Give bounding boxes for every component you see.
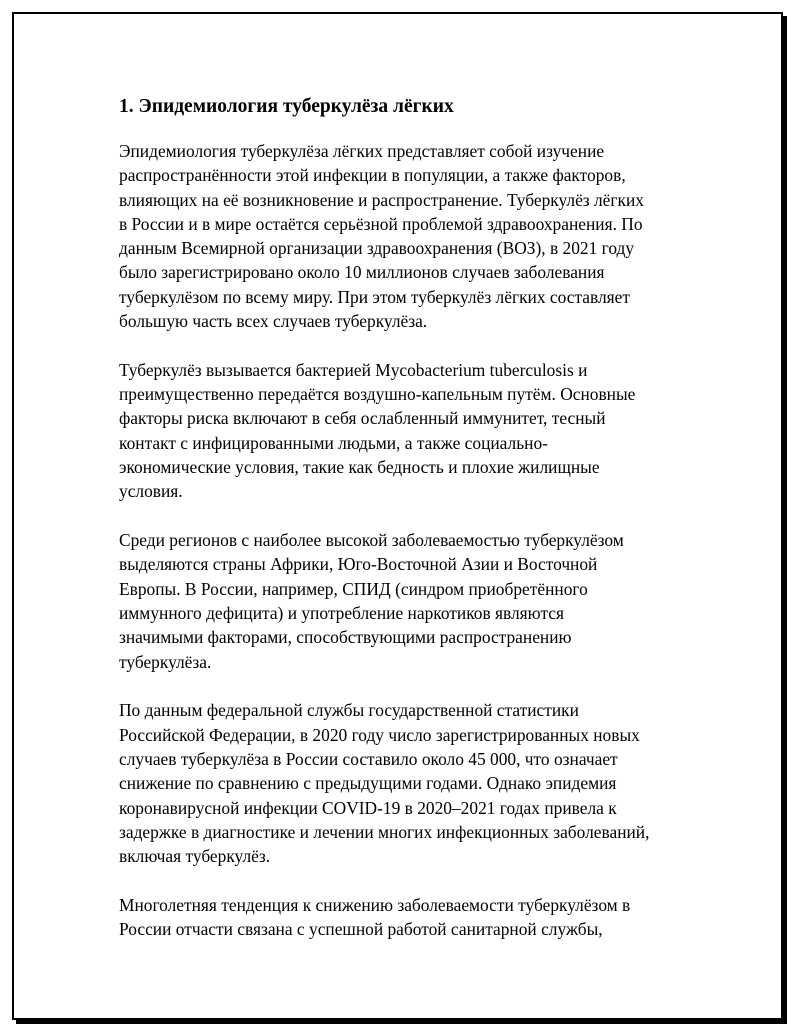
- text-line: По данным федеральной службы государственной статистики: [119, 700, 579, 721]
- paragraph-3: [119, 528, 719, 674]
- text-line: Среди регионов с наиболее высокой заболеваемостью туберкулёзом: [119, 530, 624, 551]
- text-line: большую часть всех случаев туберкулёза.: [119, 311, 428, 332]
- text-line: в России и в мире остаётся серьёзной проблемой здравоохранения. По: [119, 213, 643, 234]
- document-content: [119, 94, 719, 966]
- text-line: факторы риска включают в себя ослабленный иммунитет, тесный: [119, 408, 606, 429]
- text-line: включая туберкулёз.: [119, 846, 271, 867]
- text-line: коронавирусной инфекции COVID-19 в 2020–2021 годах привела к: [119, 797, 617, 818]
- text-line: экономические условия, такие как бедность и плохие жилищные: [119, 457, 600, 478]
- text-line: иммунного дефицита) и употребление наркотиков являются: [119, 603, 564, 624]
- document-page: [12, 12, 783, 1020]
- text-line: Европы. В России, например, СПИД (синдром приобретённого: [119, 578, 588, 599]
- paragraph-4: [119, 698, 719, 868]
- text-line: выделяются страны Африки, Юго-Восточной Азии и Восточной: [119, 554, 598, 575]
- text-line: данным Всемирной организации здравоохранения (ВОЗ), в 2021 году: [119, 238, 635, 259]
- text-line: условия.: [119, 481, 183, 502]
- text-line: Российской Федерации, в 2020 году число зарегистрированных новых: [119, 724, 640, 745]
- text-line: случаев туберкулёза в России составило около 45 000, что означает: [119, 749, 618, 770]
- paragraph-2: [119, 358, 719, 504]
- text-line: туберкулёза.: [119, 651, 212, 672]
- paragraph-5: [119, 893, 719, 942]
- text-line: было зарегистрировано около 10 миллионов случаев заболевания: [119, 262, 605, 283]
- text-line: значимыми факторами, способствующими распространению: [119, 627, 572, 648]
- text-line: контакт с инфицированными людьми, а также социально-: [119, 432, 548, 453]
- text-line: России отчасти связана с успешной работой санитарной службы,: [119, 919, 603, 940]
- text-line: Многолетняя тенденция к снижению заболеваемости туберкулёзом в: [119, 895, 631, 916]
- text-line: Туберкулёз вызывается бактерией Mycobacterium tuberculosis и: [119, 359, 588, 380]
- text-line: распространённости этой инфекции в популяции, а также факторов,: [119, 165, 626, 186]
- section-heading: 1. Эпидемиология туберкулёза лёгких: [119, 96, 454, 117]
- text-line: Эпидемиология туберкулёза лёгких представляет собой изучение: [119, 141, 605, 161]
- text-line: снижение по сравнению с предыдущими годами. Однако эпидемия: [119, 773, 617, 794]
- paragraph-1: [119, 139, 719, 333]
- text-line: туберкулёзом по всему миру. При этом туберкулёз лёгких составляет: [119, 286, 630, 307]
- text-line: преимущественно передаётся воздушно-капельным путём. Основные: [119, 384, 636, 405]
- text-line: задержке в диагностике и лечении многих инфекционных заболеваний,: [119, 821, 650, 842]
- text-line: влияющих на её возникновение и распространение. Туберкулёз лёгких: [119, 189, 644, 210]
